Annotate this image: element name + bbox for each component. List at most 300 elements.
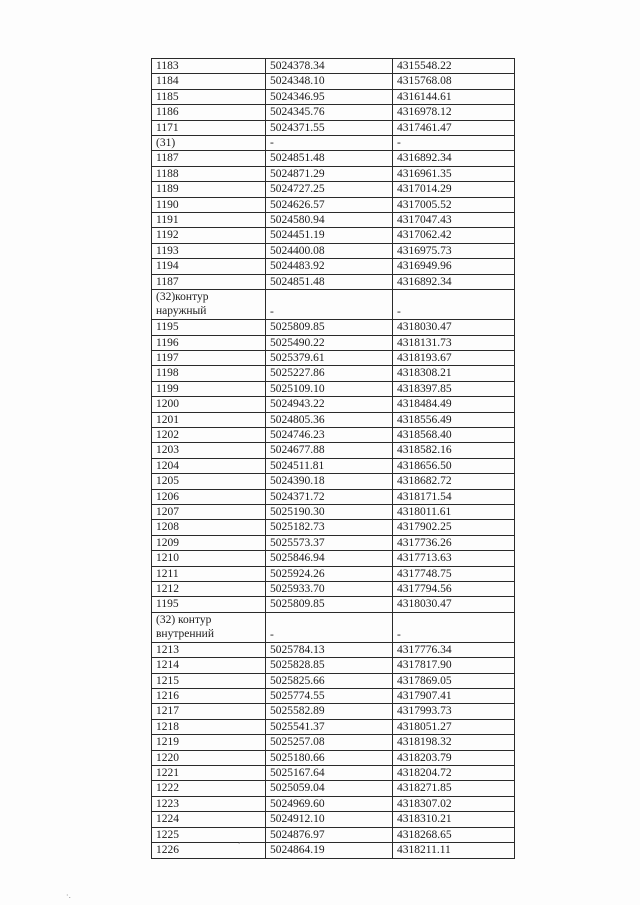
point-number-cell-text: 1200	[156, 398, 179, 411]
x-coordinate-cell	[266, 290, 393, 320]
y-coordinate-cell-text: 4318211.11	[397, 844, 451, 857]
y-coordinate-cell-text: 4317736.26	[397, 536, 452, 549]
y-coordinate-cell-text: 4318682.72	[397, 475, 452, 488]
y-coordinate-cell	[393, 335, 515, 350]
y-coordinate-cell-text: 4316144.61	[397, 90, 452, 103]
y-coordinate-cell	[393, 520, 515, 535]
y-coordinate-cell	[393, 642, 515, 657]
y-coordinate-cell-text: 4317005.52	[397, 198, 452, 211]
x-coordinate-cell-text: 5025180.66	[270, 751, 325, 764]
y-coordinate-cell-text: 4317776.34	[397, 643, 452, 656]
point-number-cell	[152, 259, 266, 274]
point-number-cell-text: 1220	[156, 751, 179, 764]
table-row	[152, 274, 515, 289]
point-number-cell-text: 1196	[156, 336, 179, 349]
y-coordinate-cell	[393, 105, 515, 120]
x-coordinate-cell	[266, 489, 393, 504]
x-coordinate-cell	[266, 658, 393, 673]
y-coordinate-cell-text: 4318051.27	[397, 720, 452, 733]
x-coordinate-cell	[266, 136, 393, 151]
x-coordinate-cell-text: 5024677.88	[270, 444, 325, 457]
table-row	[152, 812, 515, 827]
table-row	[152, 658, 515, 673]
point-number-cell-text: 1216	[156, 690, 179, 703]
x-coordinate-cell-text: 5025933.70	[270, 583, 325, 595]
x-coordinate-cell-text: 5025582.89	[270, 705, 325, 718]
x-coordinate-cell-text: -	[270, 137, 274, 150]
x-coordinate-cell	[266, 812, 393, 827]
point-number-cell-text: 1197	[156, 351, 179, 364]
point-number-cell	[152, 719, 266, 734]
y-coordinate-cell	[393, 166, 515, 181]
point-number-cell-text: 1198	[156, 367, 179, 380]
point-number-cell	[152, 827, 266, 842]
x-coordinate-cell-text: 5025784.13	[270, 643, 325, 656]
x-coordinate-cell-text: 5024371.55	[270, 121, 325, 134]
point-number-cell	[152, 735, 266, 750]
x-coordinate-cell	[266, 566, 393, 581]
y-coordinate-cell	[393, 704, 515, 719]
point-number-cell	[152, 74, 266, 89]
x-coordinate-cell	[266, 719, 393, 734]
y-coordinate-cell-text: 4318198.32	[397, 736, 452, 749]
x-coordinate-cell	[266, 366, 393, 381]
y-coordinate-cell	[393, 612, 515, 642]
x-coordinate-cell	[266, 612, 393, 642]
y-coordinate-cell-text: 4318397.85	[397, 382, 452, 395]
table-row	[152, 781, 515, 796]
table-row	[152, 213, 515, 228]
x-coordinate-cell	[266, 335, 393, 350]
y-coordinate-cell-text: 4316892.34	[397, 275, 452, 288]
table-row	[152, 673, 515, 688]
y-coordinate-cell	[393, 812, 515, 827]
y-coordinate-cell-text: 4318204.72	[397, 767, 452, 780]
y-coordinate-cell	[393, 120, 515, 135]
x-coordinate-cell-text: 5024912.10	[270, 813, 325, 826]
x-coordinate-cell-text: 5024390.18	[270, 475, 325, 488]
table-row	[152, 642, 515, 657]
point-number-cell	[152, 642, 266, 657]
y-coordinate-cell-text: 4317713.63	[397, 552, 452, 565]
table-row	[152, 504, 515, 519]
y-coordinate-cell-text: 4318268.65	[397, 828, 452, 841]
point-number-cell	[152, 228, 266, 243]
point-number-cell	[152, 89, 266, 104]
y-coordinate-cell-text: 4318131.73	[397, 336, 452, 349]
point-number-cell	[152, 182, 266, 197]
x-coordinate-cell	[266, 89, 393, 104]
x-coordinate-cell	[266, 59, 393, 74]
point-number-cell-text: 1186	[156, 106, 179, 119]
x-coordinate-cell-text: 5024345.76	[270, 106, 325, 119]
point-number-cell-text: 1208	[156, 521, 179, 534]
x-coordinate-cell	[266, 350, 393, 365]
x-coordinate-cell-text: 5024348.10	[270, 75, 325, 88]
point-number-cell-text: 1203	[156, 444, 179, 457]
coordinates-table	[151, 58, 515, 859]
point-number-cell	[152, 704, 266, 719]
table-row	[152, 105, 515, 120]
table-row	[152, 796, 515, 811]
table-row	[152, 412, 515, 427]
x-coordinate-cell-text: 5025809.85	[270, 598, 325, 611]
x-coordinate-cell-text: 5024626.57	[270, 198, 325, 211]
x-coordinate-cell-text: 5024483.92	[270, 260, 325, 273]
point-number-cell-text: 1187	[156, 275, 179, 288]
y-coordinate-cell	[393, 74, 515, 89]
x-coordinate-cell-text: 5024805.36	[270, 413, 325, 426]
x-coordinate-cell-text: 5024346.95	[270, 90, 325, 103]
x-coordinate-cell	[266, 105, 393, 120]
point-number-cell	[152, 136, 266, 151]
x-coordinate-cell	[266, 412, 393, 427]
table-row	[152, 151, 515, 166]
point-number-cell-text: 1206	[156, 490, 179, 503]
x-coordinate-cell	[266, 689, 393, 704]
point-number-cell-text: 1215	[156, 674, 179, 687]
point-number-cell	[152, 796, 266, 811]
point-number-cell	[152, 489, 266, 504]
point-number-cell	[152, 535, 266, 550]
x-coordinate-cell	[266, 843, 393, 858]
scan-speck: ·.	[66, 891, 72, 900]
table-section-row	[152, 290, 515, 320]
x-coordinate-cell	[266, 228, 393, 243]
point-number-cell-text: 1195	[156, 321, 179, 334]
point-number-cell	[152, 750, 266, 765]
table-row	[152, 443, 515, 458]
point-number-cell-text: 1191	[156, 214, 179, 227]
point-number-cell	[152, 213, 266, 228]
table-row	[152, 489, 515, 504]
x-coordinate-cell-text: 5025379.61	[270, 351, 325, 364]
point-number-cell	[152, 597, 266, 612]
point-number-cell-text: 1217	[156, 705, 179, 718]
table-row	[152, 458, 515, 473]
y-coordinate-cell-text: 4317047.43	[397, 214, 452, 227]
y-coordinate-cell	[393, 366, 515, 381]
x-coordinate-cell-text: 5025828.85	[270, 659, 325, 672]
x-coordinate-cell-text: 5025573.37	[270, 536, 325, 549]
y-coordinate-cell	[393, 259, 515, 274]
table-row	[152, 719, 515, 734]
table-row	[152, 551, 515, 566]
point-number-cell-text: 1207	[156, 505, 179, 518]
y-coordinate-cell	[393, 504, 515, 519]
x-coordinate-cell-text: 5025109.10	[270, 382, 325, 395]
point-number-cell-text: 1189	[156, 183, 179, 196]
y-coordinate-cell	[393, 182, 515, 197]
point-number-cell	[152, 551, 266, 566]
point-number-cell	[152, 412, 266, 427]
y-coordinate-cell-text: -	[397, 305, 401, 318]
point-number-cell	[152, 243, 266, 258]
point-number-cell	[152, 427, 266, 442]
y-coordinate-cell-text: 4315768.08	[397, 75, 452, 88]
y-coordinate-cell-text: 4317014.29	[397, 183, 452, 196]
y-coordinate-cell-text: 4317748.75	[397, 567, 452, 580]
y-coordinate-cell	[393, 781, 515, 796]
x-coordinate-cell	[266, 750, 393, 765]
table-row	[152, 166, 515, 181]
x-coordinate-cell	[266, 704, 393, 719]
x-coordinate-cell-text: 5025924.26	[270, 567, 325, 580]
point-number-cell-text: 1213	[156, 643, 179, 656]
point-number-cell-text: 1219	[156, 736, 179, 749]
table-row	[152, 535, 515, 550]
y-coordinate-cell	[393, 582, 515, 597]
x-coordinate-cell	[266, 551, 393, 566]
y-coordinate-cell-text: 4316892.34	[397, 152, 452, 165]
x-coordinate-cell	[266, 120, 393, 135]
x-coordinate-cell	[266, 827, 393, 842]
y-coordinate-cell	[393, 719, 515, 734]
table-row	[152, 228, 515, 243]
table-row	[152, 427, 515, 442]
table-section-row	[152, 612, 515, 642]
y-coordinate-cell-text: 4317062.42	[397, 229, 452, 242]
point-number-cell	[152, 197, 266, 212]
y-coordinate-cell-text: 4317817.90	[397, 659, 452, 672]
y-coordinate-cell-text: 4316978.12	[397, 106, 452, 119]
point-number-cell-text: (31)	[156, 137, 176, 150]
table-row	[152, 120, 515, 135]
x-coordinate-cell-text: 5025182.73	[270, 521, 325, 534]
x-coordinate-cell	[266, 74, 393, 89]
point-number-cell	[152, 658, 266, 673]
x-coordinate-cell	[266, 520, 393, 535]
x-coordinate-cell	[266, 673, 393, 688]
point-number-cell-text: 1210	[156, 552, 179, 565]
y-coordinate-cell-text: 4318484.49	[397, 398, 452, 411]
y-coordinate-cell-text: 4317907.41	[397, 690, 452, 703]
x-coordinate-cell-text: 5025809.85	[270, 321, 325, 334]
point-number-cell-text: 1201	[156, 413, 179, 426]
point-number-cell	[152, 520, 266, 535]
y-coordinate-cell-text: -	[397, 137, 401, 150]
point-number-cell	[152, 120, 266, 135]
y-coordinate-cell	[393, 766, 515, 781]
point-number-cell-text: 1205	[156, 475, 179, 488]
y-coordinate-cell-text: 4317869.05	[397, 674, 452, 687]
point-number-cell	[152, 812, 266, 827]
point-number-cell-text: 1226	[156, 844, 179, 857]
point-number-cell-text: 1188	[156, 167, 179, 180]
y-coordinate-cell-text: 4317902.25	[397, 521, 452, 534]
x-coordinate-cell-text: 5024451.19	[270, 229, 325, 242]
x-coordinate-cell-text: 5025059.04	[270, 782, 325, 795]
y-coordinate-cell-text: 4317993.73	[397, 705, 452, 718]
x-coordinate-cell	[266, 443, 393, 458]
table-row	[152, 335, 515, 350]
table-row	[152, 350, 515, 365]
point-number-cell	[152, 166, 266, 181]
point-number-cell-text: 1222	[156, 782, 179, 795]
table-row	[152, 689, 515, 704]
point-number-cell	[152, 274, 266, 289]
point-number-cell-text: 1194	[156, 260, 179, 273]
y-coordinate-cell-text: 4318568.40	[397, 428, 452, 441]
x-coordinate-cell-text: 5024371.72	[270, 490, 325, 503]
table-row	[152, 750, 515, 765]
x-coordinate-cell-text: 5025541.37	[270, 720, 325, 733]
x-coordinate-cell	[266, 213, 393, 228]
y-coordinate-cell-text: 4318030.47	[397, 321, 452, 334]
y-coordinate-cell-text: 4318307.02	[397, 797, 452, 810]
table-row	[152, 735, 515, 750]
point-number-cell-text: 1193	[156, 244, 179, 257]
x-coordinate-cell	[266, 166, 393, 181]
point-number-cell-text: 1202	[156, 428, 179, 441]
y-coordinate-cell	[393, 750, 515, 765]
x-coordinate-cell	[266, 642, 393, 657]
x-coordinate-cell-text: 5025774.55	[270, 690, 325, 703]
x-coordinate-cell	[266, 274, 393, 289]
x-coordinate-cell	[266, 458, 393, 473]
table-row	[152, 474, 515, 489]
x-coordinate-cell-text: 5024400.08	[270, 244, 325, 257]
x-coordinate-cell-text: 5024851.48	[270, 275, 325, 288]
table-row	[152, 566, 515, 581]
x-coordinate-cell	[266, 597, 393, 612]
x-coordinate-cell	[266, 381, 393, 396]
y-coordinate-cell	[393, 735, 515, 750]
y-coordinate-cell-text: 4316961.35	[397, 167, 452, 180]
y-coordinate-cell	[393, 89, 515, 104]
x-coordinate-cell	[266, 735, 393, 750]
point-number-cell	[152, 105, 266, 120]
y-coordinate-cell-text: 4316975.73	[397, 244, 452, 257]
x-coordinate-cell-text: 5025190.30	[270, 505, 325, 518]
x-coordinate-cell	[266, 582, 393, 597]
point-number-cell-text: 1214	[156, 659, 179, 672]
y-coordinate-cell	[393, 412, 515, 427]
point-number-cell	[152, 781, 266, 796]
x-coordinate-cell-text: 5025825.66	[270, 674, 325, 687]
coordinates-table-body	[152, 59, 515, 859]
x-coordinate-cell-text: 5024871.29	[270, 167, 325, 180]
x-coordinate-cell-text: 5024864.19	[270, 844, 325, 857]
y-coordinate-cell	[393, 228, 515, 243]
point-number-cell-text: 1223	[156, 797, 179, 810]
x-coordinate-cell-text: 5024378.34	[270, 60, 325, 72]
y-coordinate-cell-text: 4316949.96	[397, 260, 452, 273]
x-coordinate-cell	[266, 504, 393, 519]
x-coordinate-cell-text: 5024746.23	[270, 428, 325, 441]
x-coordinate-cell	[266, 766, 393, 781]
y-coordinate-cell	[393, 658, 515, 673]
table-row	[152, 766, 515, 781]
point-number-cell	[152, 366, 266, 381]
y-coordinate-cell-text: 4318308.21	[397, 367, 452, 380]
y-coordinate-cell	[393, 213, 515, 228]
point-number-cell-text: 1218	[156, 720, 179, 733]
y-coordinate-cell	[393, 350, 515, 365]
point-number-cell	[152, 397, 266, 412]
point-number-cell	[152, 458, 266, 473]
point-number-cell	[152, 843, 266, 858]
table-row	[152, 197, 515, 212]
y-coordinate-cell-text: 4318011.61	[397, 505, 452, 518]
point-number-cell-text: 1187	[156, 152, 179, 165]
y-coordinate-cell	[393, 274, 515, 289]
x-coordinate-cell	[266, 243, 393, 258]
y-coordinate-cell-text: 4318171.54	[397, 490, 452, 503]
table-row	[152, 381, 515, 396]
y-coordinate-cell	[393, 489, 515, 504]
x-coordinate-cell	[266, 781, 393, 796]
x-coordinate-cell	[266, 259, 393, 274]
point-number-cell	[152, 290, 266, 320]
y-coordinate-cell	[393, 474, 515, 489]
y-coordinate-cell	[393, 290, 515, 320]
point-number-cell-text: 1195	[156, 598, 179, 611]
y-coordinate-cell	[393, 843, 515, 858]
x-coordinate-cell	[266, 320, 393, 335]
y-coordinate-cell	[393, 673, 515, 688]
point-number-cell	[152, 151, 266, 166]
y-coordinate-cell	[393, 151, 515, 166]
y-coordinate-cell-text: 4318203.79	[397, 751, 452, 764]
x-coordinate-cell-text: -	[270, 628, 274, 641]
y-coordinate-cell-text: 4318656.50	[397, 459, 452, 472]
point-number-cell-text: (32)контур наружный	[156, 291, 209, 318]
y-coordinate-cell-text: 4315548.22	[397, 60, 452, 72]
y-coordinate-cell	[393, 381, 515, 396]
point-number-cell-text: (32) контур внутренний	[156, 613, 214, 641]
x-coordinate-cell-text: 5025490.22	[270, 336, 325, 349]
table-row	[152, 582, 515, 597]
point-number-cell	[152, 350, 266, 365]
point-number-cell	[152, 381, 266, 396]
table-row	[152, 843, 515, 858]
y-coordinate-cell	[393, 320, 515, 335]
point-number-cell-text: 1171	[156, 121, 179, 134]
x-coordinate-cell	[266, 796, 393, 811]
y-coordinate-cell	[393, 566, 515, 581]
x-coordinate-cell-text: 5025227.86	[270, 367, 325, 380]
table-row	[152, 74, 515, 89]
x-coordinate-cell-text: -	[270, 305, 274, 318]
table-row	[152, 182, 515, 197]
table-row	[152, 59, 515, 74]
y-coordinate-cell-text: 4318030.47	[397, 598, 452, 611]
y-coordinate-cell	[393, 796, 515, 811]
y-coordinate-cell	[393, 689, 515, 704]
x-coordinate-cell	[266, 535, 393, 550]
point-number-cell-text: 1212	[156, 583, 179, 595]
y-coordinate-cell	[393, 827, 515, 842]
point-number-cell-text: 1199	[156, 382, 179, 395]
y-coordinate-cell-text: 4318556.49	[397, 413, 452, 426]
x-coordinate-cell-text: 5024851.48	[270, 152, 325, 165]
point-number-cell-text: 1221	[156, 767, 179, 780]
point-number-cell	[152, 689, 266, 704]
x-coordinate-cell-text: 5025167.64	[270, 767, 325, 780]
point-number-cell-text: 1183	[156, 60, 179, 72]
table-row	[152, 136, 515, 151]
y-coordinate-cell-text: -	[397, 628, 401, 641]
y-coordinate-cell	[393, 59, 515, 74]
y-coordinate-cell	[393, 458, 515, 473]
point-number-cell-text: 1204	[156, 459, 179, 472]
point-number-cell-text: 1209	[156, 536, 179, 549]
table-row	[152, 320, 515, 335]
x-coordinate-cell	[266, 474, 393, 489]
x-coordinate-cell	[266, 427, 393, 442]
y-coordinate-cell-text: 4317461.47	[397, 121, 452, 134]
